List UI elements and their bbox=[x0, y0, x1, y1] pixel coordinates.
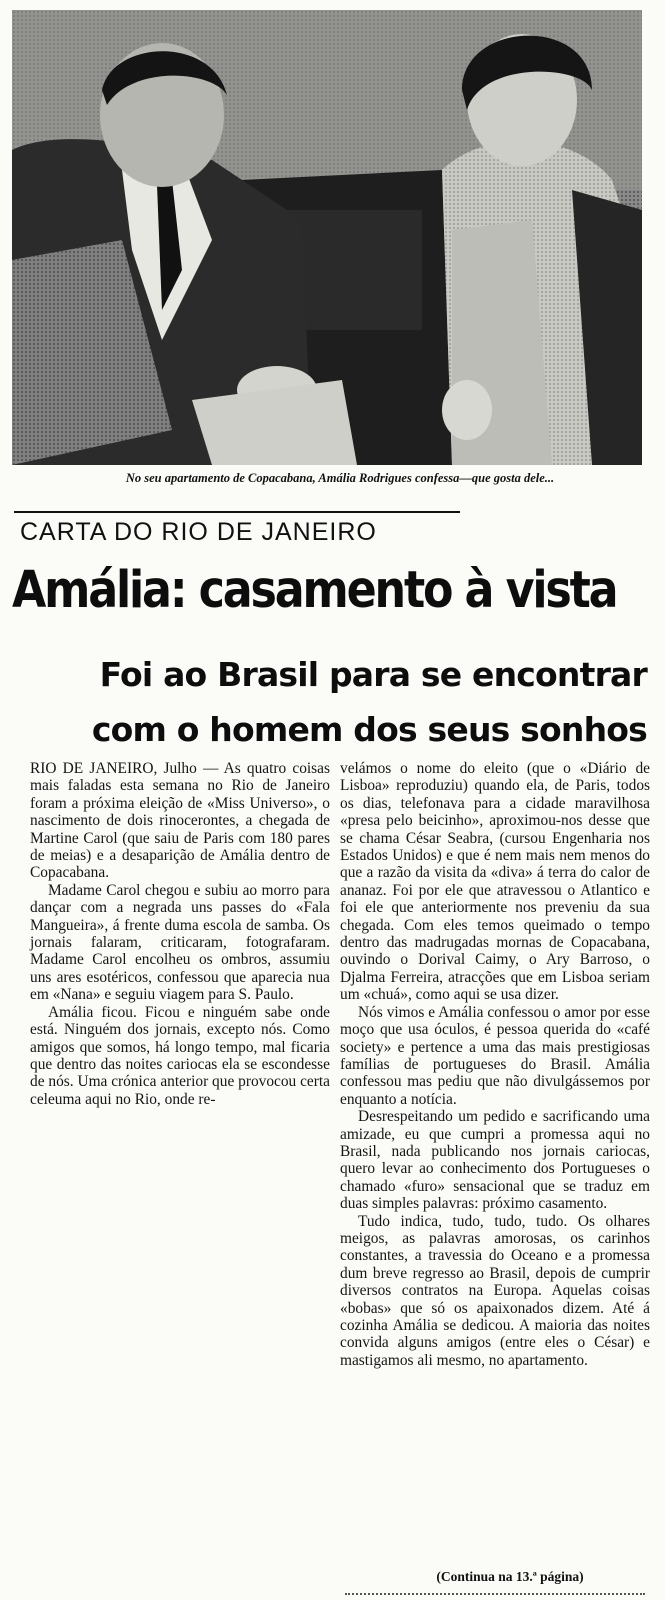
article-paragraph: Amália ficou. Ficou e ninguém sabe onde está. Ninguém dos jornais, excepto nós. Como amigos que somos, há longo tempo, mal ficaria que dentro das noites cariocas ela se escondesse de nós. Uma crónica anterior que provocou certa celeuma aqui no Rio, onde re- bbox=[30, 1003, 330, 1108]
article-paragraph: Madame Carol chegou e subiu ao morro para dançar com a negrada uns passes do «Fala Mangueira», á frente duma escola de samba. Os jornais falaram, criticaram, fotografaram. Madame Carol encolheu os ombros, assumiu uns ares esotéricos, confessou que aparecia nua em «Nana» e seguiu viagem para S. Paulo. bbox=[30, 881, 330, 1004]
headline: Amália: casamento à vista bbox=[12, 561, 617, 620]
bottom-divider bbox=[345, 1593, 645, 1598]
subheadline-line-2: com o homem dos seus sonhos bbox=[91, 710, 647, 749]
photo-image bbox=[12, 10, 642, 465]
article-column-right bbox=[340, 760, 650, 1369]
article-paragraph: Desrespeitando um pedido e sacrificando uma amizade, eu que cumpri a promessa aqui no Brasil, nada publicando nos jornais cariocas, quero levar ao conhecimento dos Portugueses o chamado «furo» sensacional que se traduz em duas simples palavras: próximo casamento. bbox=[340, 1108, 650, 1213]
photo-caption: No seu apartamento de Copacabana, Amália Rodrigues confessa—que gosta dele... bbox=[125, 471, 555, 485]
article-paragraph: Tudo indica, tudo, tudo, tudo. Os olhares meigos, as palavras amorosas, os carinhos constantes, a travessia do Oceano e a promessa dum breve regresso ao Brasil, depois de cumprir diversos contratos na Europa. Aquelas coisas «bobas» que só os apaixonados dizem. Até á cozinha Amália se dedicou. A maioria das noites convida alguns amigos (entre eles o César) e mastigamos ali mesmo, no apartamento. bbox=[340, 1212, 650, 1369]
section-kicker: CARTA DO RIO DE JANEIRO bbox=[14, 511, 460, 555]
continuation-note: (Continua na 13.ª página) bbox=[436, 1569, 584, 1584]
article-paragraph: velámos o nome do eleito (que o «Diário de Lisboa» reproduziu) quando ela, de Paris, todos os dias, telefonava para a cidade maravilhosa «presa pelo beicinho», aproximou-nos desse que se chama César Seabra, (cursou Engenharia nos Estados Unidos) e que é nem mais nem menos do que a razão da visita da «diva» á terra do calor de ananaz. Foi por ele que atravessou o Atlantico e foi ele que anteriormente nos preveniu da sua chegada. Com eles temos queimado o tempo dentro das madrugadas mornas de Copacabana, ouvindo o Dorival Caimy, o Ary Barroso, o Djalma Ferreira, atracções que em Lisboa seriam um «chuá», como aqui se usa dizer. bbox=[340, 760, 650, 1004]
article-paragraph: RIO DE JANEIRO, Julho — As quatro coisas mais faladas esta semana no Rio de Janeiro foram a próxima eleição de «Miss Universo», o nascimento de dois rinocerontes, a chegada de Martine Carol (que saiu de Paris com 180 pares de meias) e a desaparição de Amália dentro de Copacabana. bbox=[30, 760, 330, 882]
subheadline-line-1: Foi ao Brasil para se encontrar bbox=[99, 655, 647, 694]
article-column-left bbox=[30, 760, 330, 1108]
article-photo bbox=[12, 10, 642, 465]
article-paragraph: Nós vimos e Amália confessou o amor por esse moço que usa óculos, é pessoa querida do «café society» e pertence a uma das mais prestigiosas famílias de portugueses do Brasil. Amália confessou mas pediu que não divulgássemos por enquanto a notícia. bbox=[340, 1003, 650, 1108]
